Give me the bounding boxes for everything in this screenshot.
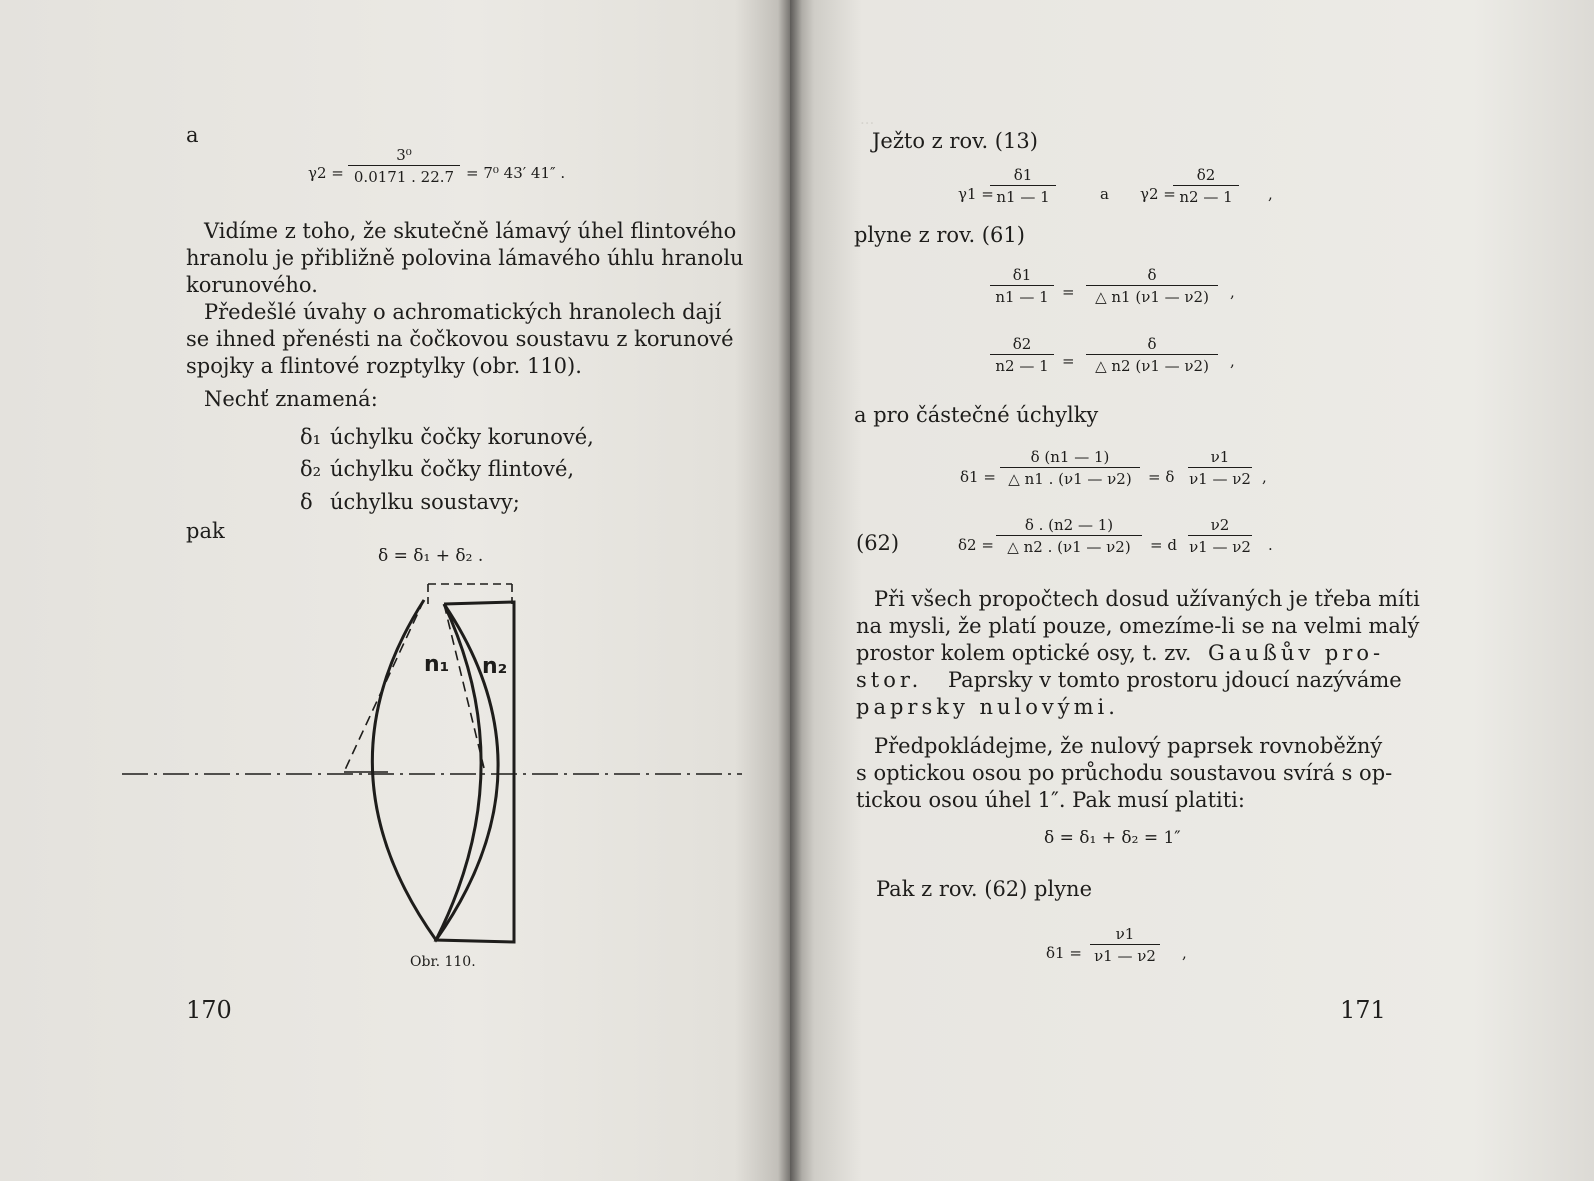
def-symbol: δ₂ <box>300 457 322 481</box>
plyne-61-text: plyne z rov. (61) <box>854 223 1025 247</box>
crown-lens <box>372 600 498 940</box>
def-text: úchylku čočky flintové, <box>330 457 575 481</box>
sum-equation: δ = δ₁ + δ₂ . <box>378 546 484 566</box>
pak-label: pak <box>186 519 225 543</box>
page-number: 171 <box>1340 996 1386 1024</box>
figure-caption: Obr. 110. <box>410 954 476 970</box>
necht-heading: Nechť znamená: <box>204 387 378 411</box>
label-n2: n₂ <box>482 654 508 679</box>
a-label: a <box>186 123 199 147</box>
def-symbol: δ <box>300 490 313 514</box>
total-deviation-equation: δ = δ₁ + δ₂ = 1″ <box>1044 828 1181 848</box>
left-page: a γ2 = $\frac{\text{3⁰}}{0.0171 . 22.7}$ = 7⁰ 43′ 41″ . Vidíme z toho, že skutečně lámavý úhel flintového hranolu je přibližně polovina lámavého úhlu hranolu korunového. Předešlé úvahy o achromatických hranolech dají se ihned přenésti na čočkovou soustavu z korunové spojky a flintové rozptylky (obr. 110). Nechť znamená: δ₁ úchylku čočky korunové, δ₂ úchylku čočky flintové, δ úchylku soustavy; pak δ = δ₁ + δ₂ . n₁ n₂ Obr. 110. 170 <box>0 0 790 1181</box>
equation-number-62: (62) <box>856 531 900 555</box>
partial-heading: a pro částečné úchylky <box>854 403 1099 427</box>
intro-text: Ježto z rov. (13) <box>872 129 1038 153</box>
lens-diagram <box>0 0 790 1181</box>
right-page: ... Ježto z rov. (13) γ1 = $\frac{\delta 1}{n1 — 1}$ a γ2 = $\frac{\delta 2}{n2 — 1}$ , plyne z rov. (61) $\frac{\delta 1}{n1 — 1}$ = $\frac{\delta}{\triangle n1 (\nu 1 — \nu 2)}$ , $\frac{\delta 2}{n2 — 1}$ = $\frac{\delta}{\triangle n2 (\nu 1 — \nu 2)}$ , a pro částečné úchylky δ1 = $\frac{\delta (n1 — 1)}{\triangle n1 . (\nu 1 — \nu 2)}$ = δ $\frac{\nu 1}{\nu 1 — \nu 2}$ , (62) δ2 = $\frac{\delta . (n2 — 1)}{\triangle n2 . (\nu 1 — \nu 2)}$ = d $\frac{\nu 2}{\nu 1 — \nu 2}$ . Při všech propočtech dosud užívaných je třeba míti na mysli, že platí pouze, omezíme-li se na velmi malý prostor kolem optické osy, t. zv. Gaußův pro- stor. Paprsky v tomto prostoru jdoucí nazýváme paprsky nulovými. Předpokládejme, že nulový paprsek rovnoběžný s optickou osou po průchodu soustavou svírá s op- tickou osou úhel 1″. Pak musí platiti: δ = δ₁ + δ₂ = 1″ Pak z rov. (62) plyne δ1 = $\frac{\nu 1}{\nu 1 — \nu 2}$ , 171 <box>790 0 1594 1181</box>
book-gutter <box>778 0 802 1181</box>
def-symbol: δ₁ <box>300 425 322 449</box>
page-number: 170 <box>186 996 232 1024</box>
def-text: úchylku čočky korunové, <box>330 425 594 449</box>
label-n1: n₁ <box>424 652 450 677</box>
pak-62-text: Pak z rov. (62) plyne <box>876 877 1093 901</box>
def-text: úchylku soustavy; <box>330 490 520 514</box>
